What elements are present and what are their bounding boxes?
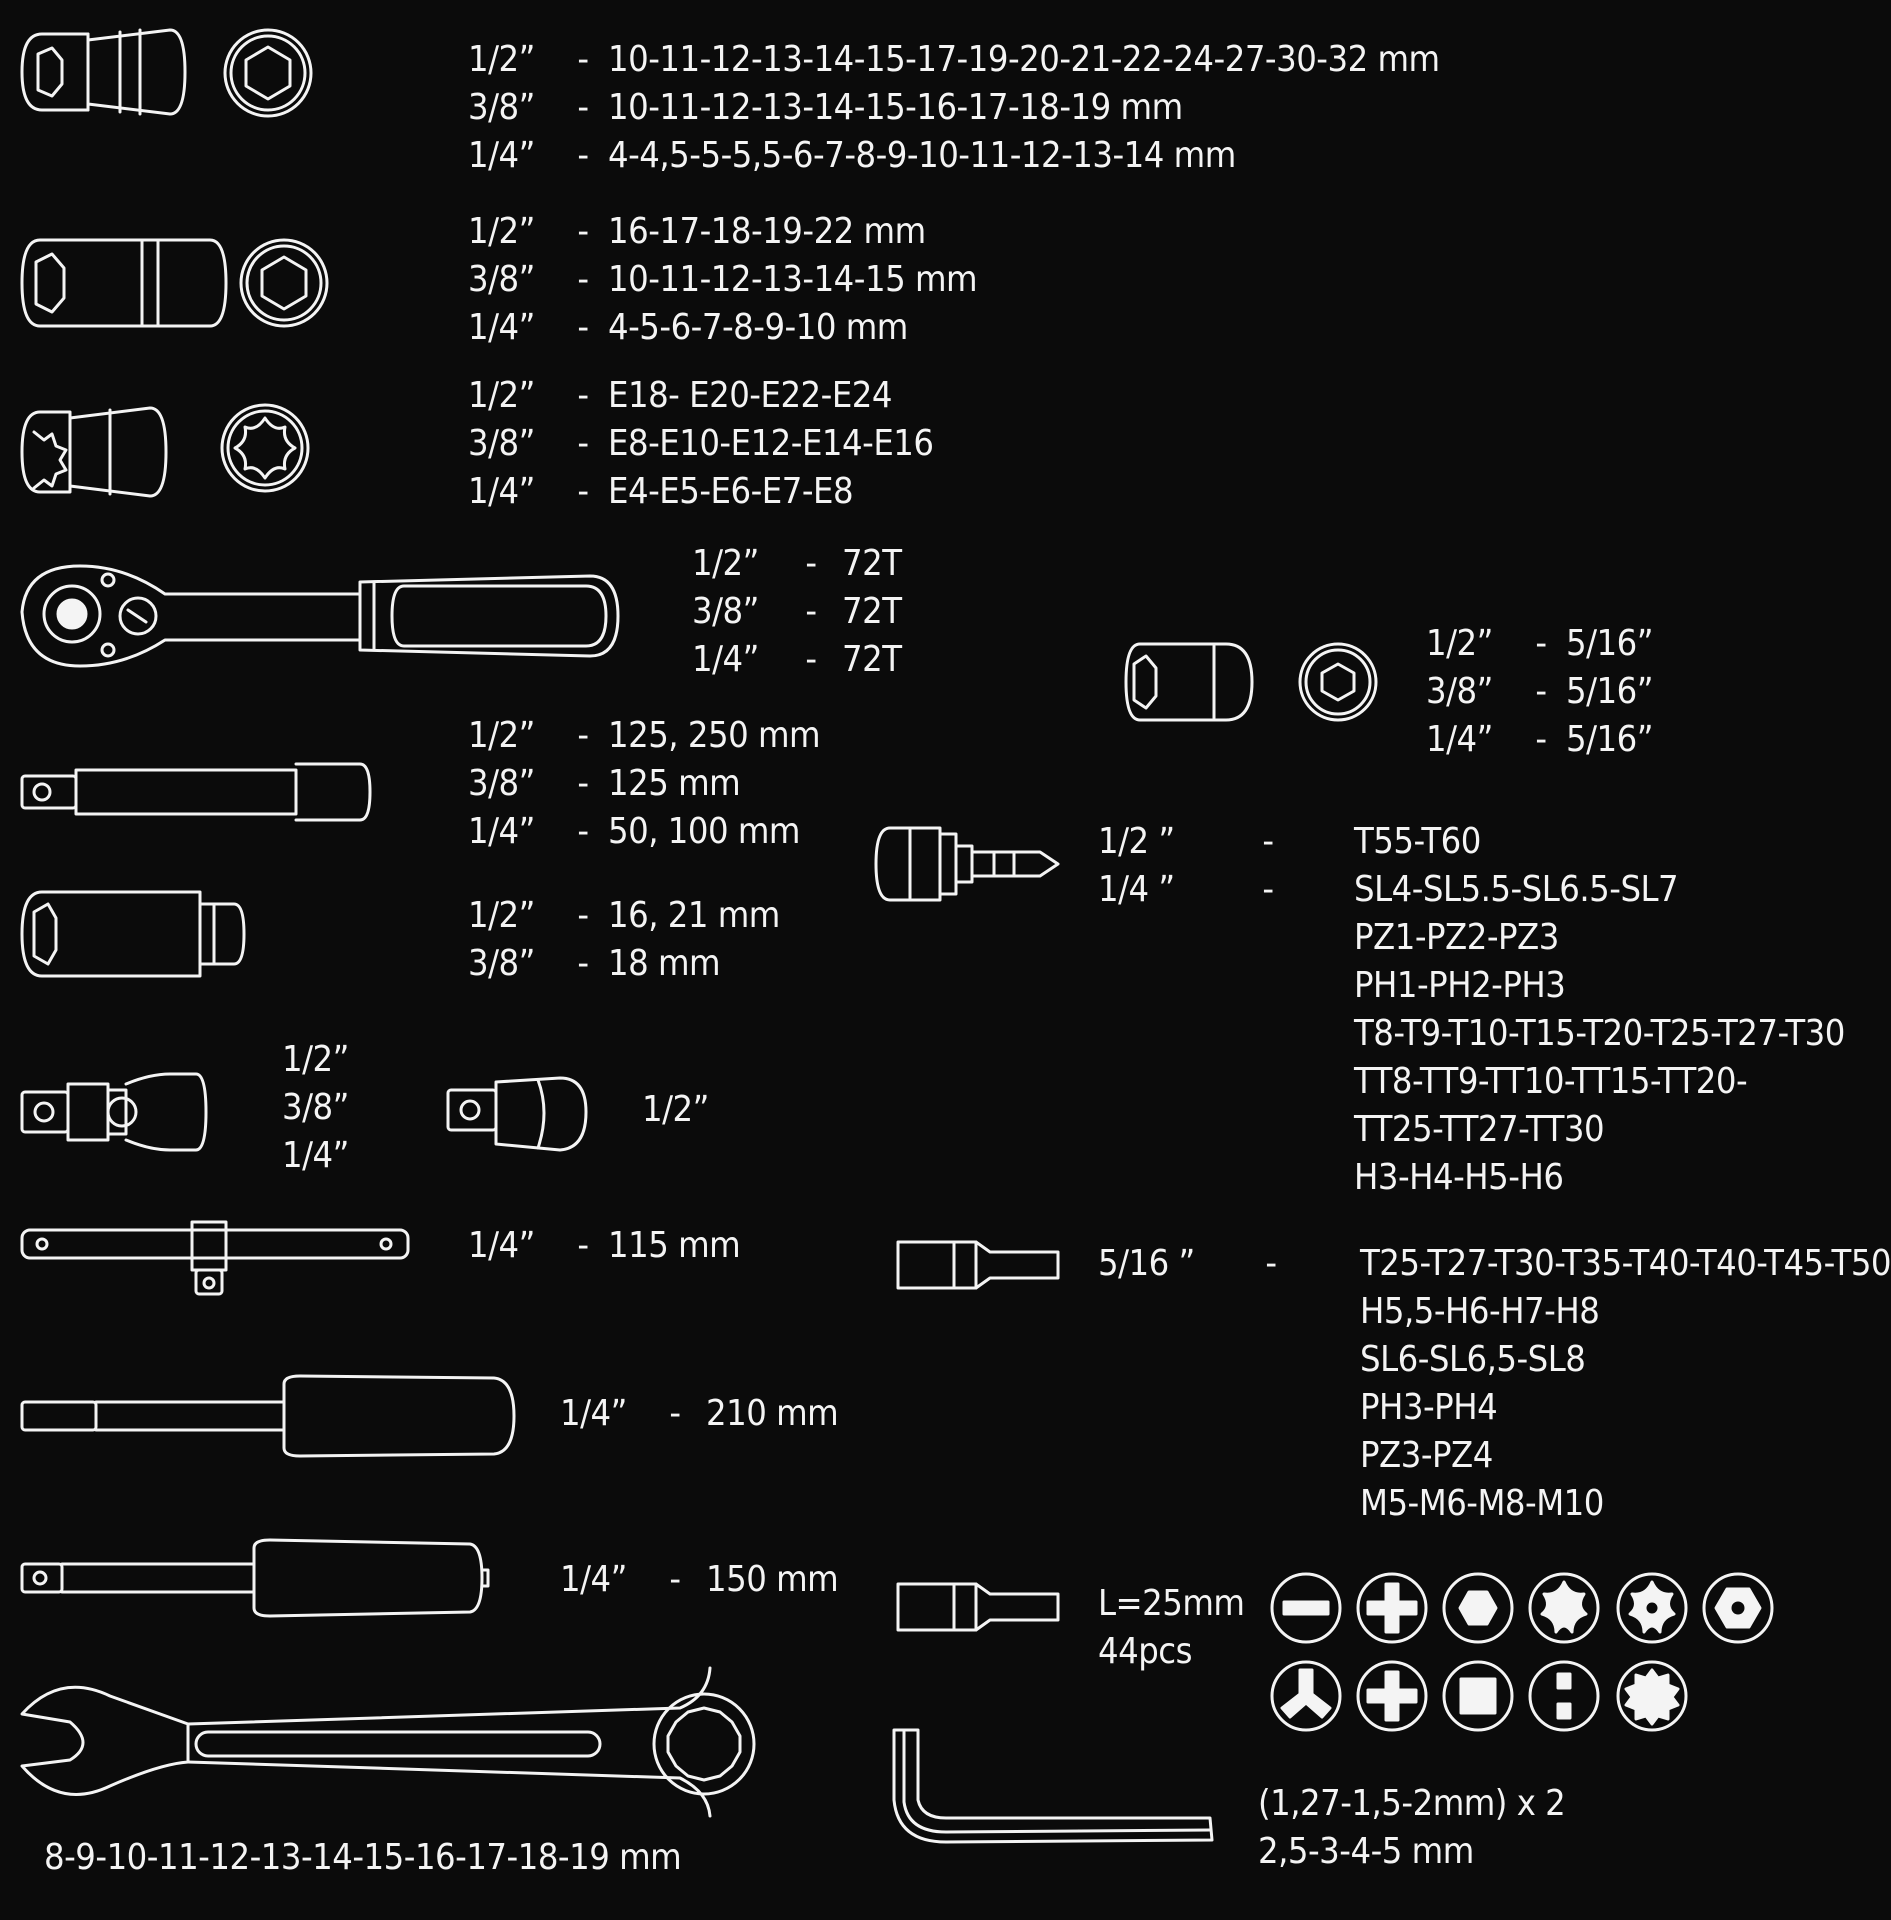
separator-dash: - xyxy=(805,591,817,632)
separator-dash: - xyxy=(577,307,589,348)
hex-key-icon xyxy=(894,1730,1212,1842)
hex-tamper-icon xyxy=(1704,1574,1772,1642)
size-values: T55-T60 xyxy=(1354,821,1481,862)
separator-dash: - xyxy=(577,259,589,300)
drive-size xyxy=(1098,1288,1182,1336)
ratchet-icon xyxy=(22,566,618,666)
sockets-sizes xyxy=(468,36,1440,180)
separator-dash: - xyxy=(669,1393,681,1434)
size-row xyxy=(468,468,933,516)
spark-plug-socket-icon xyxy=(22,892,244,976)
size-row xyxy=(468,712,820,760)
drive-size xyxy=(1098,1480,1182,1528)
bits-25mm-info xyxy=(1098,1580,1244,1676)
drive-size: 1/2” xyxy=(468,895,535,936)
separator-dash xyxy=(1182,1384,1360,1432)
size-row xyxy=(1098,1432,1891,1480)
size-row xyxy=(468,304,977,352)
hex-keys-line: 2,5-3-4-5 mm xyxy=(1258,1831,1474,1872)
size-row xyxy=(468,940,780,988)
drive-size: 1/4” xyxy=(468,135,535,176)
drive-size xyxy=(1098,1010,1182,1058)
size-values: 210 mm xyxy=(706,1393,839,1434)
socket-6pt-end-icon xyxy=(225,30,311,116)
drive-size: 1/2 ” xyxy=(1098,821,1175,862)
bit-count: 44pcs xyxy=(1098,1631,1192,1672)
separator-dash xyxy=(1182,1010,1354,1058)
drive-size: 1/4” xyxy=(468,471,535,512)
pozidriv-icon xyxy=(1358,1662,1426,1730)
separator-dash: - xyxy=(1535,719,1547,760)
hex-icon xyxy=(1444,1574,1512,1642)
size-row xyxy=(468,372,933,420)
drive-size: 1/4” xyxy=(468,307,535,348)
separator-dash xyxy=(1182,962,1354,1010)
extensions-sizes xyxy=(468,712,820,856)
size-row xyxy=(1098,1336,1891,1384)
separator-dash: - xyxy=(577,87,589,128)
size-values: H5,5-H6-H7-H8 xyxy=(1360,1291,1600,1332)
socket-6pt-icon xyxy=(22,30,185,114)
separator-dash xyxy=(1182,1106,1354,1154)
drive-size xyxy=(1098,1154,1182,1202)
drive-size: 1/2” xyxy=(468,39,535,80)
size-values: 5/16” xyxy=(1566,671,1653,712)
bit-holder-sockets-sizes xyxy=(1426,620,1653,764)
size-values: SL6-SL6,5-SL8 xyxy=(1360,1339,1586,1380)
size-row xyxy=(1426,716,1653,764)
drive-size: 1/2” xyxy=(468,211,535,252)
drive-size: 1/4” xyxy=(560,1559,627,1600)
size-values: 72T xyxy=(842,591,902,632)
size-row xyxy=(560,1556,838,1604)
hex-keys-sizes xyxy=(1258,1780,1565,1876)
separator-dash: - xyxy=(577,943,589,984)
size-values: 5/16” xyxy=(1566,719,1653,760)
size-values: M5-M6-M8-M10 xyxy=(1360,1483,1604,1524)
size-row xyxy=(468,36,1440,84)
size-values: 16-17-18-19-22 mm xyxy=(608,211,926,252)
size-values: 4-5-6-7-8-9-10 mm xyxy=(608,307,908,348)
size-row xyxy=(1098,1288,1891,1336)
size-values: 72T xyxy=(842,543,902,584)
size-values: TT25-TT27-TT30 xyxy=(1354,1109,1605,1150)
size-values: T8-T9-T10-T15-T20-T25-T27-T30 xyxy=(1354,1013,1845,1054)
separator-dash: - xyxy=(1535,623,1547,664)
separator-dash: - xyxy=(805,543,817,584)
separator-dash: - xyxy=(1262,869,1274,910)
drive-size: 1/2” xyxy=(468,375,535,416)
universal-joint-icon xyxy=(22,1074,206,1150)
separator-dash: - xyxy=(577,135,589,176)
spanner-icon xyxy=(1530,1662,1598,1730)
drive-size xyxy=(1098,962,1182,1010)
spark-plug-sockets-sizes xyxy=(468,892,780,988)
size-values: 4-4,5-5-5,5-6-7-8-9-10-11-12-13-14 mm xyxy=(608,135,1236,176)
drive-size: 5/16 ” xyxy=(1098,1243,1195,1284)
slotted-icon xyxy=(1272,1574,1340,1642)
size-label: 3/8” xyxy=(282,1087,349,1128)
torx-icon xyxy=(1530,1574,1598,1642)
drive-size: 1/2” xyxy=(692,543,759,584)
size-row xyxy=(1098,1154,1845,1202)
separator-dash: - xyxy=(669,1559,681,1600)
separator-dash: - xyxy=(577,1225,589,1266)
size-row xyxy=(1098,1384,1891,1432)
separator-dash xyxy=(1182,1288,1360,1336)
bit-holder-socket-icon xyxy=(1126,644,1252,720)
size-row xyxy=(468,1222,740,1270)
drive-size xyxy=(1098,1058,1182,1106)
square-icon xyxy=(1444,1662,1512,1730)
size-values: 115 mm xyxy=(608,1225,741,1266)
size-row xyxy=(468,84,1440,132)
screwdriver-handle-size xyxy=(560,1390,838,1438)
drive-size: 3/8” xyxy=(468,943,535,984)
size-values: 16, 21 mm xyxy=(608,895,780,936)
drive-size: 1/2” xyxy=(1426,623,1493,664)
phillips-icon xyxy=(1358,1574,1426,1642)
t-bar-size xyxy=(468,1222,740,1270)
xzn-icon xyxy=(1618,1662,1686,1730)
separator-dash: - xyxy=(577,715,589,756)
hex-keys-line: (1,27-1,5-2mm) x 2 xyxy=(1258,1783,1566,1824)
drive-size xyxy=(1098,1336,1182,1384)
separator-dash: - xyxy=(577,423,589,464)
separator-dash xyxy=(1182,1058,1354,1106)
drive-size xyxy=(1098,914,1182,962)
drive-size xyxy=(1098,1384,1182,1432)
size-row xyxy=(560,1390,838,1438)
extension-bar-icon xyxy=(22,764,370,820)
bit-holder-socket-end-icon xyxy=(1300,644,1376,720)
tri-wing-icon xyxy=(1272,1662,1340,1730)
size-values: 125 mm xyxy=(608,763,741,804)
size-values: H3-H4-H5-H6 xyxy=(1354,1157,1564,1198)
size-values: E18- E20-E22-E24 xyxy=(608,375,893,416)
bit-icon xyxy=(898,1242,1058,1288)
size-row xyxy=(1098,1240,1891,1288)
size-row xyxy=(692,636,901,684)
bit-sockets-sizes xyxy=(1098,818,1845,1202)
size-values: 5/16” xyxy=(1566,623,1653,664)
size-values: T25-T27-T30-T35-T40-T40-T45-T50 xyxy=(1360,1243,1891,1284)
separator-dash: - xyxy=(577,471,589,512)
separator-dash xyxy=(1182,1154,1354,1202)
drive-size xyxy=(1098,1432,1182,1480)
size-values: 50, 100 mm xyxy=(608,811,800,852)
torx-socket-end-icon xyxy=(222,405,308,491)
drive-size: 3/8” xyxy=(692,591,759,632)
size-row xyxy=(1098,962,1845,1010)
separator-dash: - xyxy=(577,895,589,936)
ratchets-sizes xyxy=(692,540,901,684)
deep-socket-end-icon xyxy=(241,240,327,326)
size-values: 72T xyxy=(842,639,902,680)
separator-dash: - xyxy=(577,763,589,804)
size-row xyxy=(1098,1010,1845,1058)
size-values: PH3-PH4 xyxy=(1360,1387,1498,1428)
drive-size: 3/8” xyxy=(468,763,535,804)
size-values: PZ1-PZ2-PZ3 xyxy=(1354,917,1559,958)
drive-size xyxy=(1098,1106,1182,1154)
size-row xyxy=(468,208,977,256)
size-values: E4-E5-E6-E7-E8 xyxy=(608,471,854,512)
drive-size: 3/8” xyxy=(468,87,535,128)
size-row xyxy=(468,132,1440,180)
size-row xyxy=(1426,668,1653,716)
separator-dash: - xyxy=(577,39,589,80)
adapter-size: 1/2” xyxy=(642,1089,709,1130)
bit-socket-icon xyxy=(876,828,1058,900)
separator-dash xyxy=(1182,1480,1360,1528)
size-row xyxy=(1098,818,1845,866)
size-values: PZ3-PZ4 xyxy=(1360,1435,1493,1476)
size-row xyxy=(1098,866,1845,914)
torx-socket-icon xyxy=(22,408,166,496)
size-values: 125, 250 mm xyxy=(608,715,821,756)
size-values: 10-11-12-13-14-15-17-19-20-21-22-24-27-30-32 mm xyxy=(608,39,1440,80)
size-row xyxy=(1098,1106,1845,1154)
drive-size: 1/4 ” xyxy=(1098,869,1175,910)
combination-wrench-icon xyxy=(22,1668,754,1816)
size-row xyxy=(468,420,933,468)
bits-5-16-sizes xyxy=(1098,1240,1891,1528)
drive-size: 1/4” xyxy=(692,639,759,680)
drive-size: 3/8” xyxy=(468,423,535,464)
drive-size: 3/8” xyxy=(468,259,535,300)
size-row xyxy=(1426,620,1653,668)
separator-dash xyxy=(1182,914,1354,962)
drive-size: 1/4” xyxy=(468,811,535,852)
separator-dash: - xyxy=(1265,1243,1277,1284)
size-values: PH1-PH2-PH3 xyxy=(1354,965,1566,1006)
size-values: 10-11-12-13-14-15 mm xyxy=(608,259,978,300)
separator-dash: - xyxy=(1262,821,1274,862)
drive-size: 3/8” xyxy=(1426,671,1493,712)
separator-dash: - xyxy=(805,639,817,680)
size-values: 150 mm xyxy=(706,1559,839,1600)
separator-dash: - xyxy=(1535,671,1547,712)
size-row xyxy=(692,588,901,636)
deep-socket-icon xyxy=(22,240,226,326)
drive-size: 1/4” xyxy=(560,1393,627,1434)
drive-size: 1/4” xyxy=(1426,719,1493,760)
torx-sockets-sizes xyxy=(468,372,933,516)
spinner-handle-icon xyxy=(22,1540,488,1616)
t-bar-icon xyxy=(22,1222,408,1294)
separator-dash xyxy=(1182,1336,1360,1384)
spinner-handle-size xyxy=(560,1556,838,1604)
size-label: 1/2” xyxy=(282,1039,349,1080)
screwdriver-handle-icon xyxy=(22,1376,514,1456)
separator-dash: - xyxy=(577,211,589,252)
size-values: 18 mm xyxy=(608,943,721,984)
size-row xyxy=(1098,914,1845,962)
size-row xyxy=(1098,1058,1845,1106)
bit-length: L=25mm xyxy=(1098,1583,1245,1624)
size-values: SL4-SL5.5-SL6.5-SL7 xyxy=(1354,869,1679,910)
size-label: 1/4” xyxy=(282,1135,349,1176)
separator-dash: - xyxy=(577,811,589,852)
size-row xyxy=(692,540,901,588)
adapter-icon xyxy=(448,1078,586,1150)
size-row xyxy=(1098,1480,1891,1528)
size-values: TT8-TT9-TT10-TT15-TT20- xyxy=(1354,1061,1748,1102)
separator-dash: - xyxy=(577,375,589,416)
universal-joints-sizes xyxy=(282,1036,349,1180)
drive-size: 1/4” xyxy=(468,1225,535,1266)
drive-size: 1/2” xyxy=(468,715,535,756)
size-values: 10-11-12-13-14-15-16-17-18-19 mm xyxy=(608,87,1183,128)
bit-icon xyxy=(898,1584,1058,1630)
size-row xyxy=(468,760,820,808)
size-values: E8-E10-E12-E14-E16 xyxy=(608,423,934,464)
size-row xyxy=(468,892,780,940)
separator-dash xyxy=(1182,1432,1360,1480)
torx-tamper-icon xyxy=(1618,1574,1686,1642)
wrenches-sizes: 8-9-10-11-12-13-14-15-16-17-18-19 mm xyxy=(44,1837,682,1878)
size-row xyxy=(468,808,820,856)
deep-sockets-sizes xyxy=(468,208,977,352)
size-row xyxy=(468,256,977,304)
